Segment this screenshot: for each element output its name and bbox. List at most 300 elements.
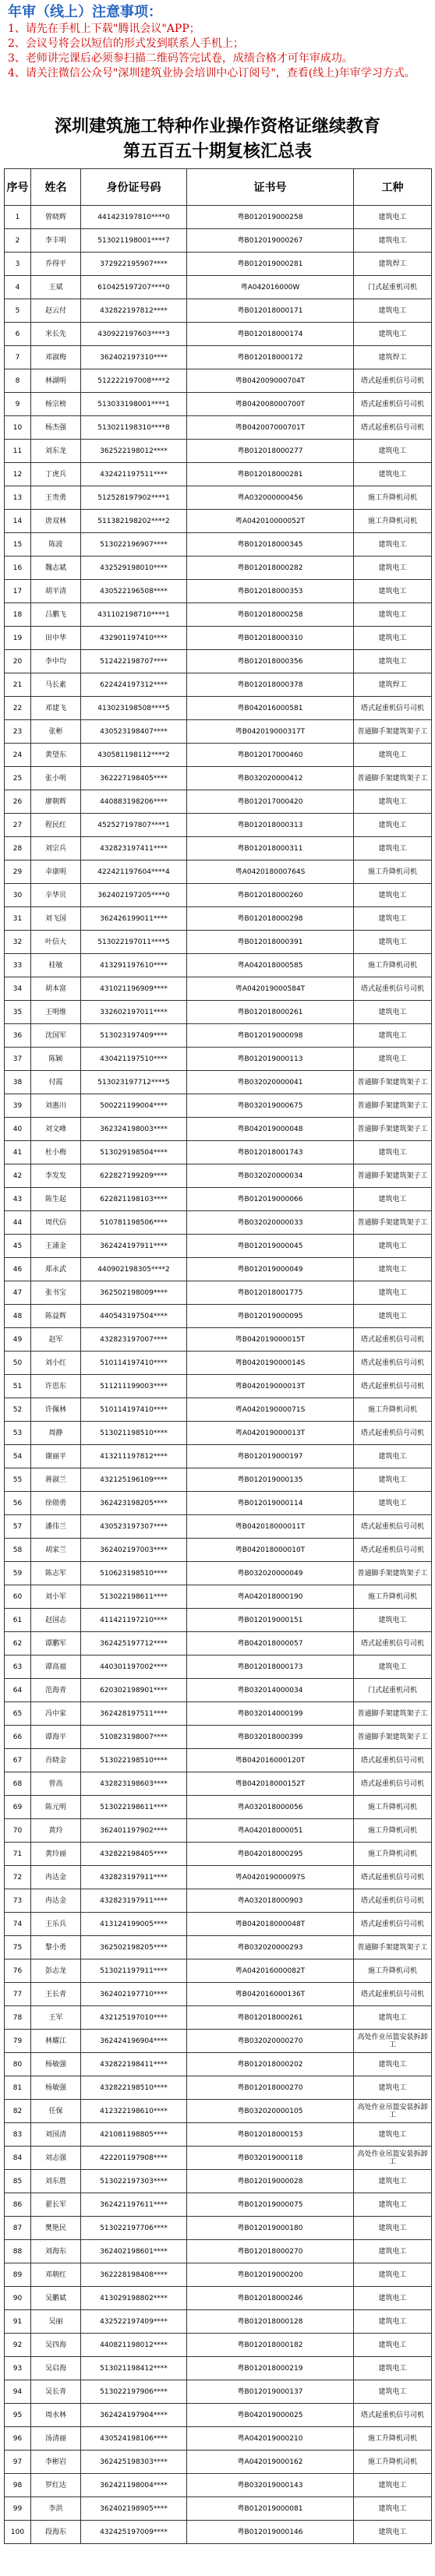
table-row: [5, 2193, 432, 2217]
table-row: [5, 393, 432, 416]
row-id-number: 413023198508****5: [81, 697, 187, 720]
notice-section: [0, 0, 435, 111]
row-id-number: 362402198601****: [81, 2240, 187, 2263]
table-row: [5, 533, 432, 557]
row-seq: 84: [5, 2147, 31, 2170]
row-job-type: 施工升降机司机: [354, 486, 432, 510]
row-seq: 94: [5, 2380, 31, 2404]
row-name: 吴长青: [31, 2380, 81, 2404]
row-name: 李中均: [31, 650, 81, 673]
row-job-type: 塔式起重机信号司机: [354, 1328, 432, 1352]
table-row: [5, 1094, 432, 1118]
row-job-type: 建筑电工: [354, 2217, 432, 2240]
table-row: [5, 2100, 432, 2123]
row-name: 范海青: [31, 1679, 81, 1702]
row-certificate: 粤B012018000356: [187, 650, 354, 673]
row-seq: 39: [5, 1094, 31, 1118]
row-seq: 89: [5, 2263, 31, 2287]
title-line-1: 深圳建筑施工特种作业操作资格证继续教育: [54, 116, 380, 136]
row-job-type: 建筑电工: [354, 2287, 432, 2310]
row-job-type: 建筑电工: [354, 2240, 432, 2263]
row-certificate: 粤B012019000146: [187, 2521, 354, 2544]
row-job-type: 普通脚手架建筑架子工: [354, 767, 432, 790]
row-name: 徐勋勇: [31, 1492, 81, 1515]
row-certificate: 粤B012019000151: [187, 1609, 354, 1632]
table-row: [5, 2287, 432, 2310]
table-row: [5, 2357, 432, 2380]
row-name: 汤清丽: [31, 2427, 81, 2451]
row-id-number: 512528197902****1: [81, 486, 187, 510]
row-seq: 72: [5, 1866, 31, 1889]
table-row: [5, 1539, 432, 1562]
row-job-type: 建筑电工: [354, 1001, 432, 1024]
row-name: 程民红: [31, 814, 81, 837]
row-certificate: 粤B032014000034: [187, 1679, 354, 1702]
row-seq: 18: [5, 603, 31, 627]
row-seq: 37: [5, 1048, 31, 1071]
row-seq: 47: [5, 1281, 31, 1305]
row-name: 吕鹏飞: [31, 603, 81, 627]
row-name: 段海东: [31, 2521, 81, 2544]
row-job-type: 普通脚手架建筑架子工: [354, 1118, 432, 1141]
row-job-type: 塔式起重机信号司机: [354, 1632, 432, 1655]
row-name: 刘飞国: [31, 907, 81, 931]
row-seq: 99: [5, 2497, 31, 2521]
row-job-type: 塔式起重机信号司机: [354, 1866, 432, 1889]
row-certificate: 粤B012018000270: [187, 2076, 354, 2100]
row-job-type: 建筑电工: [354, 299, 432, 323]
row-id-number: 440301197002****: [81, 1655, 187, 1679]
row-name: 陈颖: [31, 1048, 81, 1071]
row-name: 黄玲: [31, 1819, 81, 1843]
row-name: 张小明: [31, 767, 81, 790]
table-row: [5, 1305, 432, 1328]
row-id-number: 362502198009****: [81, 1281, 187, 1305]
row-name: 陈志军: [31, 1562, 81, 1585]
table-row: [5, 977, 432, 1001]
row-id-number: 413124199005****: [81, 1913, 187, 1936]
row-certificate: 粤A042018000585: [187, 954, 354, 977]
table-row: [5, 1749, 432, 1772]
row-certificate: 粤B012018000313: [187, 814, 354, 837]
row-certificate: 粤B012017000460: [187, 744, 354, 767]
row-id-number: 511211199003****: [81, 1375, 187, 1398]
row-id-number: 513022197011****5: [81, 931, 187, 954]
row-id-number: 362502198205****: [81, 1936, 187, 1959]
table-row: [5, 1983, 432, 2006]
row-name: 刘东胜: [31, 2170, 81, 2193]
table-row: [5, 1679, 432, 1702]
table-row: [5, 1118, 432, 1141]
row-job-type: 建筑焊工: [354, 673, 432, 697]
row-name: 王贵勇: [31, 486, 81, 510]
row-job-type: 建筑电工: [354, 2263, 432, 2287]
row-certificate: 粤B042018000011T: [187, 1515, 354, 1539]
row-job-type: 施工升降机司机: [354, 1819, 432, 1843]
row-id-number: 431102198710****1: [81, 603, 187, 627]
row-seq: 86: [5, 2193, 31, 2217]
row-id-number: 413029198802****: [81, 2287, 187, 2310]
table-row: [5, 650, 432, 673]
row-certificate: 粤B032019000118: [187, 2147, 354, 2170]
row-job-type: 塔式起重机信号司机: [354, 1422, 432, 1445]
roster-table: [4, 168, 432, 2544]
row-seq: 21: [5, 673, 31, 697]
row-certificate: 粤B012018000260: [187, 884, 354, 907]
row-id-number: 432823198603****: [81, 1772, 187, 1796]
row-name: 邓建飞: [31, 697, 81, 720]
row-name: 林耀江: [31, 2030, 81, 2053]
table-row: [5, 2076, 432, 2100]
row-id-number: 362425197712****: [81, 1632, 187, 1655]
row-id-number: 510823198007****: [81, 1726, 187, 1749]
table-row: [5, 860, 432, 884]
row-name: 王斌: [31, 276, 81, 299]
row-certificate: 粤B012019000066: [187, 1188, 354, 1211]
row-certificate: 粤B042018000057: [187, 1632, 354, 1655]
row-job-type: 普通脚手架建筑架子工: [354, 1211, 432, 1235]
row-certificate: 粤B012019000114: [187, 1492, 354, 1515]
row-job-type: 建筑电工: [354, 2521, 432, 2544]
notice-title: 年审（线上）注意事项：: [8, 4, 162, 20]
row-name: 丁虎兵: [31, 463, 81, 486]
table-row: [5, 1796, 432, 1819]
row-certificate: 粤A042019000097S: [187, 1866, 354, 1889]
row-seq: 68: [5, 1772, 31, 1796]
row-id-number: 362421197611****: [81, 2193, 187, 2217]
row-seq: 78: [5, 2006, 31, 2030]
table-row: [5, 1843, 432, 1866]
row-job-type: 高处作业吊篮安装拆卸工: [354, 2147, 432, 2170]
row-name: 邓朝红: [31, 2263, 81, 2287]
table-row: [5, 2497, 432, 2521]
row-certificate: 粤B012019000200: [187, 2263, 354, 2287]
row-certificate: 粤B032020000033: [187, 1211, 354, 1235]
row-seq: 10: [5, 416, 31, 440]
row-seq: 9: [5, 393, 31, 416]
row-job-type: 施工升降机司机: [354, 2427, 432, 2451]
row-name: 冉达金: [31, 1889, 81, 1913]
row-seq: 43: [5, 1188, 31, 1211]
row-name: 刘海东: [31, 2240, 81, 2263]
table-row: [5, 1352, 432, 1375]
row-name: 周代信: [31, 1211, 81, 1235]
row-name: 廖朝辉: [31, 790, 81, 814]
row-certificate: 粤B032020000105: [187, 2100, 354, 2123]
row-id-number: 432822197812****: [81, 299, 187, 323]
row-certificate: 粤B012019000098: [187, 1024, 354, 1048]
table-row: [5, 229, 432, 253]
row-job-type: 塔式起重机信号司机: [354, 2404, 432, 2427]
table-row: [5, 440, 432, 463]
table-row: [5, 1819, 432, 1843]
table-row: [5, 2030, 432, 2053]
row-job-type: 普通脚手架建筑架子工: [354, 1726, 432, 1749]
table-row: [5, 1328, 432, 1352]
row-seq: 1: [5, 206, 31, 229]
row-certificate: 粤B012018000281: [187, 463, 354, 486]
row-job-type: 建筑电工: [354, 790, 432, 814]
row-name: 辛华贝: [31, 884, 81, 907]
row-name: 许思东: [31, 1375, 81, 1398]
row-id-number: 430522196508****: [81, 580, 187, 603]
row-name: 胡平清: [31, 580, 81, 603]
row-certificate: 粤B042016000136T: [187, 1983, 354, 2006]
table-row: [5, 2427, 432, 2451]
row-certificate: 粤B012019000075: [187, 2193, 354, 2217]
row-id-number: 513023197712****5: [81, 1071, 187, 1094]
row-certificate: 粤B012018001775: [187, 1281, 354, 1305]
row-name: 潘伟兰: [31, 1515, 81, 1539]
row-id-number: 432529198010****: [81, 557, 187, 580]
row-certificate: 粤B032020000412: [187, 767, 354, 790]
row-seq: 8: [5, 369, 31, 393]
row-seq: 11: [5, 440, 31, 463]
row-name: 吴四海: [31, 2334, 81, 2357]
row-id-number: 422421197604****4: [81, 860, 187, 884]
row-job-type: 建筑电工: [354, 884, 432, 907]
row-certificate: 粤B042019000317T: [187, 720, 354, 744]
row-name: 樊艳民: [31, 2217, 81, 2240]
table-row: [5, 2263, 432, 2287]
row-job-type: 塔式起重机信号司机: [354, 1352, 432, 1375]
row-certificate: 粤B032020000049: [187, 1562, 354, 1585]
row-certificate: 粤A032018000056: [187, 1796, 354, 1819]
row-job-type: 建筑电工: [354, 650, 432, 673]
row-name: 刘惠川: [31, 1094, 81, 1118]
row-seq: 92: [5, 2334, 31, 2357]
table-row: [5, 369, 432, 393]
row-name: 赵国志: [31, 1609, 81, 1632]
row-seq: 22: [5, 697, 31, 720]
row-seq: 95: [5, 2404, 31, 2427]
row-name: 邓淑梅: [31, 346, 81, 369]
row-id-number: 432822198411****: [81, 2053, 187, 2076]
row-certificate: 粤B032020000041: [187, 1071, 354, 1094]
row-id-number: 432822198510****: [81, 2076, 187, 2100]
row-certificate: 粤A042016000W: [187, 276, 354, 299]
row-id-number: 362424196904****: [81, 2030, 187, 2053]
row-name: 吴启海: [31, 2357, 81, 2380]
row-seq: 26: [5, 790, 31, 814]
row-id-number: 513021198510****: [81, 1422, 187, 1445]
row-id-number: 513021197911****: [81, 1959, 187, 1983]
row-id-number: 413291197610****: [81, 954, 187, 977]
row-name: 周水林: [31, 2404, 81, 2427]
header-name: 姓名: [31, 169, 81, 206]
row-seq: 25: [5, 767, 31, 790]
row-seq: 54: [5, 1445, 31, 1468]
row-job-type: 普通脚手架建筑架子工: [354, 720, 432, 744]
row-name: 陈生起: [31, 1188, 81, 1211]
table-row: [5, 837, 432, 860]
table-row: [5, 323, 432, 346]
row-certificate: 粤B042019000013T: [187, 1375, 354, 1398]
row-job-type: 施工升降机司机: [354, 860, 432, 884]
row-seq: 65: [5, 1702, 31, 1726]
row-job-type: 建筑电工: [354, 557, 432, 580]
row-id-number: 512422198707****: [81, 650, 187, 673]
table-row: [5, 744, 432, 767]
row-id-number: 432823197007****: [81, 1328, 187, 1352]
row-certificate: 粤A032018000903: [187, 1889, 354, 1913]
row-id-number: 430523198407****: [81, 720, 187, 744]
row-id-number: 432425197009****: [81, 2521, 187, 2544]
row-job-type: 建筑电工: [354, 1609, 432, 1632]
row-job-type: 塔式起重机信号司机: [354, 1515, 432, 1539]
row-name: 胡本富: [31, 977, 81, 1001]
row-name: 沈国军: [31, 1024, 81, 1048]
row-job-type: 建筑电工: [354, 1468, 432, 1492]
row-name: 桂敏: [31, 954, 81, 977]
row-certificate: 粤B012019000095: [187, 1305, 354, 1328]
row-name: 蒋淑兰: [31, 1468, 81, 1492]
row-job-type: 门式起重机司机: [354, 1679, 432, 1702]
notice-item: 3、老师讲完课后必须参扫描二维码答完试卷，成绩合格才可年审成功。: [8, 52, 353, 65]
row-job-type: 建筑电工: [354, 1141, 432, 1164]
row-name: 谭海平: [31, 1726, 81, 1749]
row-certificate: 粤B012019000113: [187, 1048, 354, 1071]
row-id-number: 362428197511****: [81, 1702, 187, 1726]
table-row: [5, 2310, 432, 2334]
row-certificate: 粤B012019000028: [187, 2170, 354, 2193]
row-name: 黄玲丽: [31, 1843, 81, 1866]
row-certificate: 粤B032014000199: [187, 1702, 354, 1726]
row-job-type: 普通脚手架建筑架子工: [354, 1562, 432, 1585]
row-name: 陈波: [31, 533, 81, 557]
row-name: 李洪: [31, 2497, 81, 2521]
table-row: [5, 1889, 432, 1913]
row-seq: 17: [5, 580, 31, 603]
header-id-number: 身份证号码: [81, 169, 187, 206]
row-certificate: 粤B042018000152T: [187, 1772, 354, 1796]
row-certificate: 粤B012018000261: [187, 1001, 354, 1024]
row-name: 幸康明: [31, 860, 81, 884]
row-job-type: 建筑电工: [354, 2357, 432, 2380]
row-job-type: 施工升降机司机: [354, 1585, 432, 1609]
row-id-number: 332602197011****: [81, 1001, 187, 1024]
table-row: [5, 1235, 432, 1258]
row-id-number: 512222197008****2: [81, 369, 187, 393]
row-seq: 41: [5, 1141, 31, 1164]
row-job-type: 建筑电工: [354, 931, 432, 954]
table-row: [5, 1866, 432, 1889]
row-id-number: 362426199011****: [81, 907, 187, 931]
row-name: 叶信大: [31, 931, 81, 954]
row-name: 黎小勇: [31, 1936, 81, 1959]
row-id-number: 432522197409****: [81, 2310, 187, 2334]
table-row: [5, 2404, 432, 2427]
table-row: [5, 673, 432, 697]
row-id-number: 362402197003****: [81, 1539, 187, 1562]
row-certificate: 粤B042016000120T: [187, 1749, 354, 1772]
row-seq: 75: [5, 1936, 31, 1959]
row-id-number: 362402197310****: [81, 346, 187, 369]
table-header-row: [5, 169, 432, 206]
table-row: [5, 276, 432, 299]
row-certificate: 粤B012018000128: [187, 2310, 354, 2334]
row-name: 彭志龙: [31, 1959, 81, 1983]
row-seq: 85: [5, 2170, 31, 2193]
row-id-number: 430581198112****2: [81, 744, 187, 767]
row-name: 黄望东: [31, 744, 81, 767]
row-seq: 49: [5, 1328, 31, 1352]
row-certificate: 粤A042010000052T: [187, 510, 354, 533]
row-certificate: 粤B012018000153: [187, 2123, 354, 2147]
row-job-type: 塔式起重机信号司机: [354, 416, 432, 440]
row-name: 李发发: [31, 1164, 81, 1188]
row-id-number: 430524198106****: [81, 2427, 187, 2451]
row-id-number: 362424197904****: [81, 2404, 187, 2427]
table-row: [5, 416, 432, 440]
row-job-type: 普通脚手架建筑架子工: [354, 1094, 432, 1118]
table-row: [5, 2170, 432, 2193]
table-row: [5, 1772, 432, 1796]
row-name: 赵军: [31, 1328, 81, 1352]
row-job-type: 建筑电工: [354, 907, 432, 931]
row-seq: 32: [5, 931, 31, 954]
row-job-type: 门式起重机司机: [354, 276, 432, 299]
table-row: [5, 720, 432, 744]
table-row: [5, 206, 432, 229]
row-seq: 29: [5, 860, 31, 884]
title-line-2: 第五百五十期复核汇总表: [122, 141, 312, 161]
row-job-type: 建筑电工: [354, 2310, 432, 2334]
table-row: [5, 2123, 432, 2147]
document-title: [0, 114, 435, 164]
row-seq: 76: [5, 1959, 31, 1983]
table-row: [5, 510, 432, 533]
row-id-number: 362421198004****: [81, 2474, 187, 2497]
row-name: 赵云付: [31, 299, 81, 323]
table-row: [5, 1492, 432, 1515]
row-certificate: 粤B042019000015T: [187, 1328, 354, 1352]
row-name: 陈益辉: [31, 1305, 81, 1328]
row-job-type: 建筑电工: [354, 2334, 432, 2357]
row-id-number: 430922197603****3: [81, 323, 187, 346]
row-name: 林湖明: [31, 369, 81, 393]
table-body: [5, 206, 432, 2544]
row-job-type: 施工升降机司机: [354, 1959, 432, 1983]
table-row: [5, 1281, 432, 1305]
row-id-number: 411421197210****: [81, 1609, 187, 1632]
table-row: [5, 1422, 432, 1445]
row-job-type: 普通脚手架建筑架子工: [354, 1164, 432, 1188]
row-job-type: 建筑电工: [354, 2170, 432, 2193]
row-job-type: 建筑电工: [354, 440, 432, 463]
row-certificate: 粤B012018000174: [187, 323, 354, 346]
table-row: [5, 299, 432, 323]
row-id-number: 362324198003****: [81, 1118, 187, 1141]
row-job-type: 高处作业吊篮安装拆卸工: [354, 2100, 432, 2123]
row-seq: 24: [5, 744, 31, 767]
row-id-number: 622821198103****: [81, 1188, 187, 1211]
table-row: [5, 2451, 432, 2474]
row-seq: 80: [5, 2053, 31, 2076]
row-id-number: 513029198504****: [81, 1141, 187, 1164]
row-job-type: 建筑电工: [354, 627, 432, 650]
row-id-number: 430523197307****: [81, 1515, 187, 1539]
row-certificate: 粤B042016000581: [187, 697, 354, 720]
row-name: 刘东龙: [31, 440, 81, 463]
row-seq: 12: [5, 463, 31, 486]
row-id-number: 513033198001****1: [81, 393, 187, 416]
row-seq: 57: [5, 1515, 31, 1539]
row-seq: 74: [5, 1913, 31, 1936]
row-id-number: 412322198610****: [81, 2100, 187, 2123]
row-certificate: 粤B042019000048: [187, 1118, 354, 1141]
table-row: [5, 2334, 432, 2357]
